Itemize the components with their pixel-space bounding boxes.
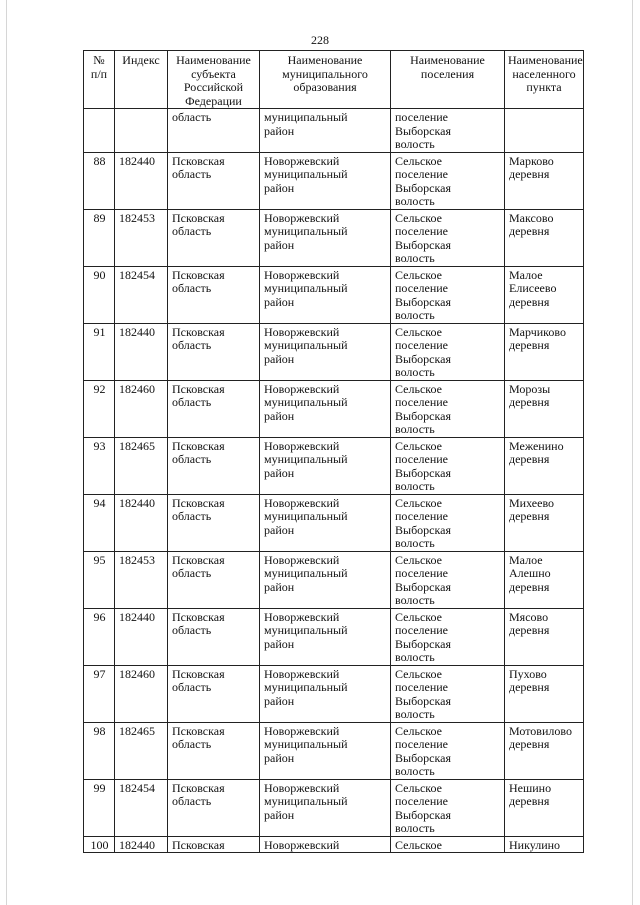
table-row bbox=[84, 266, 584, 323]
cell-number: 89 bbox=[84, 209, 115, 266]
cell-subject: Псковская область bbox=[168, 779, 260, 836]
cell-subject: Псковская bbox=[168, 836, 260, 853]
cell-index: 182440 bbox=[115, 494, 168, 551]
cell-number: 96 bbox=[84, 608, 115, 665]
cell-index: 182453 bbox=[115, 209, 168, 266]
cell-index: 182453 bbox=[115, 551, 168, 608]
cell-settlement: Сельское bbox=[391, 836, 505, 853]
table-row bbox=[84, 722, 584, 779]
cell-municipality: Новоржевский муниципальный район bbox=[260, 722, 391, 779]
cell-settlement: Сельское поселение Выборская волость bbox=[391, 209, 505, 266]
header-municipality: Наименование муниципального образования bbox=[260, 51, 391, 109]
cell-municipality: Новоржевский муниципальный район bbox=[260, 437, 391, 494]
header-subject: Наименование субъекта Российской Федерации bbox=[168, 51, 260, 109]
cell-locality: Никулино bbox=[505, 836, 584, 853]
cell-subject: Псковская область bbox=[168, 665, 260, 722]
cell-municipality: Новоржевский муниципальный район bbox=[260, 209, 391, 266]
table-row bbox=[84, 209, 584, 266]
cell-number: 91 bbox=[84, 323, 115, 380]
cell-municipality: муниципальный район bbox=[260, 109, 391, 153]
cell-subject: область bbox=[168, 109, 260, 153]
cell-number: 88 bbox=[84, 152, 115, 209]
cell-locality: Пухово деревня bbox=[505, 665, 584, 722]
cell-municipality: Новоржевский муниципальный район bbox=[260, 494, 391, 551]
cell-locality: Малое Алешно деревня bbox=[505, 551, 584, 608]
cell-locality: Нешино деревня bbox=[505, 779, 584, 836]
cell-index: 182460 bbox=[115, 380, 168, 437]
cell-municipality: Новоржевский муниципальный район bbox=[260, 665, 391, 722]
settlements-table bbox=[83, 50, 584, 853]
cell-locality: Мотовилово деревня bbox=[505, 722, 584, 779]
cell-settlement: Сельское поселение Выборская волость bbox=[391, 323, 505, 380]
cell-subject: Псковская область bbox=[168, 551, 260, 608]
table-row bbox=[84, 323, 584, 380]
header-index: Индекс bbox=[115, 51, 168, 109]
cell-municipality: Новоржевский bbox=[260, 836, 391, 853]
cell-number: 94 bbox=[84, 494, 115, 551]
cell-index: 182465 bbox=[115, 437, 168, 494]
table-row bbox=[84, 380, 584, 437]
cell-locality: Меженино деревня bbox=[505, 437, 584, 494]
cell-index: 182465 bbox=[115, 722, 168, 779]
cell-settlement: Сельское поселение Выборская волость bbox=[391, 608, 505, 665]
cell-index: 182460 bbox=[115, 665, 168, 722]
cell-settlement: Сельское поселение Выборская волость bbox=[391, 551, 505, 608]
cell-subject: Псковская область bbox=[168, 494, 260, 551]
cell-index: 182454 bbox=[115, 779, 168, 836]
header-locality: Наименование населенного пункта bbox=[505, 51, 584, 109]
cell-settlement: Сельское поселение Выборская волость bbox=[391, 722, 505, 779]
cell-subject: Псковская область bbox=[168, 608, 260, 665]
header-settlement: Наименование поселения bbox=[391, 51, 505, 109]
cell-index: 182440 bbox=[115, 152, 168, 209]
cell-number bbox=[84, 109, 115, 153]
cell-number: 93 bbox=[84, 437, 115, 494]
cell-number: 95 bbox=[84, 551, 115, 608]
cell-settlement: Сельское поселение Выборская волость bbox=[391, 665, 505, 722]
cell-locality: Марчиково деревня bbox=[505, 323, 584, 380]
cell-number: 92 bbox=[84, 380, 115, 437]
cell-locality: Мясово деревня bbox=[505, 608, 584, 665]
cell-number: 100 bbox=[84, 836, 115, 853]
continuation-row bbox=[84, 109, 584, 153]
cell-municipality: Новоржевский муниципальный район bbox=[260, 323, 391, 380]
cell-settlement: Сельское поселение Выборская волость bbox=[391, 152, 505, 209]
cell-number: 90 bbox=[84, 266, 115, 323]
table-row bbox=[84, 665, 584, 722]
cell-locality: Марково деревня bbox=[505, 152, 584, 209]
cell-locality: Морозы деревня bbox=[505, 380, 584, 437]
cell-index: 182454 bbox=[115, 266, 168, 323]
cell-locality bbox=[505, 109, 584, 153]
cell-subject: Псковская область bbox=[168, 323, 260, 380]
cell-municipality: Новоржевский муниципальный район bbox=[260, 152, 391, 209]
cell-settlement: Сельское поселение Выборская волость bbox=[391, 494, 505, 551]
table-row bbox=[84, 437, 584, 494]
cell-settlement: Сельское поселение Выборская волость bbox=[391, 380, 505, 437]
scan-edge-left bbox=[6, 0, 7, 905]
cell-subject: Псковская область bbox=[168, 380, 260, 437]
cell-municipality: Новоржевский муниципальный район bbox=[260, 380, 391, 437]
cell-settlement: Сельское поселение Выборская волость bbox=[391, 779, 505, 836]
table-row bbox=[84, 551, 584, 608]
scan-edge-right bbox=[632, 0, 633, 905]
cell-subject: Псковская область bbox=[168, 722, 260, 779]
cell-locality: Максово деревня bbox=[505, 209, 584, 266]
table-header-row bbox=[84, 51, 584, 109]
table-row-last bbox=[84, 836, 584, 853]
cell-number: 97 bbox=[84, 665, 115, 722]
cell-index: 182440 bbox=[115, 323, 168, 380]
cell-subject: Псковская область bbox=[168, 209, 260, 266]
cell-subject: Псковская область bbox=[168, 152, 260, 209]
cell-municipality: Новоржевский муниципальный район bbox=[260, 779, 391, 836]
cell-subject: Псковская область bbox=[168, 266, 260, 323]
cell-municipality: Новоржевский муниципальный район bbox=[260, 266, 391, 323]
cell-index: 182440 bbox=[115, 836, 168, 853]
table-row bbox=[84, 152, 584, 209]
header-number: № п/п bbox=[84, 51, 115, 109]
table-row bbox=[84, 779, 584, 836]
table-row bbox=[84, 608, 584, 665]
table-row bbox=[84, 494, 584, 551]
cell-settlement: поселение Выборская волость bbox=[391, 109, 505, 153]
page-number: 228 bbox=[311, 33, 329, 47]
cell-municipality: Новоржевский муниципальный район bbox=[260, 608, 391, 665]
cell-number: 99 bbox=[84, 779, 115, 836]
cell-index bbox=[115, 109, 168, 153]
cell-subject: Псковская область bbox=[168, 437, 260, 494]
cell-number: 98 bbox=[84, 722, 115, 779]
cell-locality: Малое Елисеево деревня bbox=[505, 266, 584, 323]
cell-settlement: Сельское поселение Выборская волость bbox=[391, 266, 505, 323]
cell-index: 182440 bbox=[115, 608, 168, 665]
cell-municipality: Новоржевский муниципальный район bbox=[260, 551, 391, 608]
cell-locality: Михеево деревня bbox=[505, 494, 584, 551]
cell-settlement: Сельское поселение Выборская волость bbox=[391, 437, 505, 494]
